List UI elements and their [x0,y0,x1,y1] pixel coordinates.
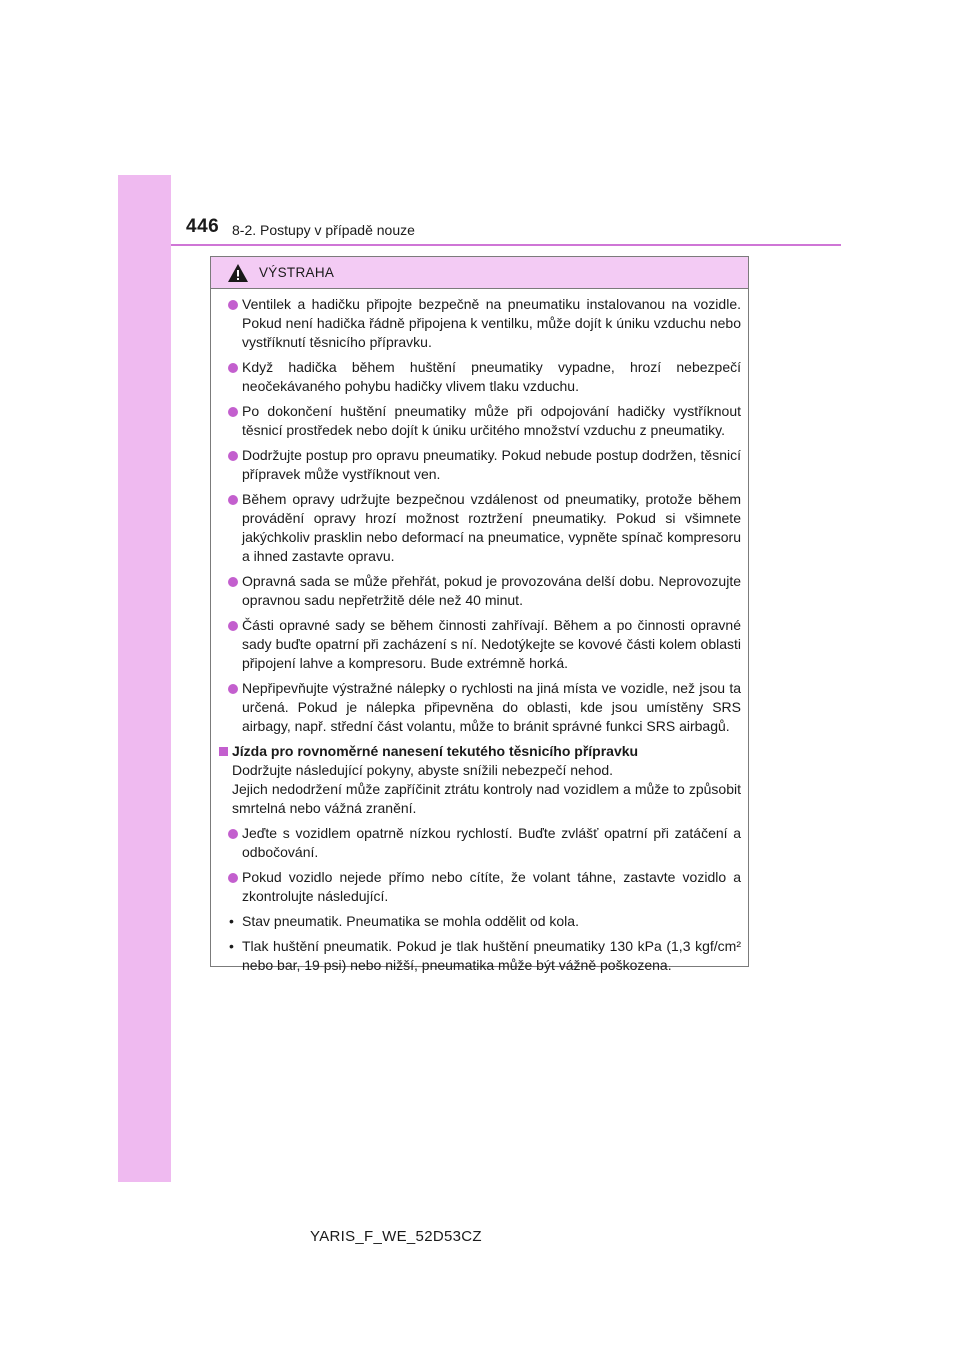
sub-heading: Jízda pro rovnoměrné nanesení tekutého těsnicího přípravku [219,742,741,761]
warning-bullet: Když hadička během huštění pneumatiky vypadne, hrozí nebezpečí neočekávaného pohybu hadičky vlivem tlaku vzduchu. [219,358,741,396]
dash-bullet-icon: • [229,938,234,954]
bullet-dot-icon [228,407,238,417]
paragraph: Dodržujte následující pokyny, abyste snížili nebezpečí nehod. [232,762,614,778]
warning-bullet: Opravná sada se může přehřát, pokud je provozována delší dobu. Neprovozujte opravnou sadu nepřetržitě déle než 40 minut. [219,572,741,610]
bullet-dot-icon [228,621,238,631]
square-bullet-icon [219,747,228,756]
warning-title: VÝSTRAHA [259,265,335,280]
dash-bullet-icon: • [229,913,234,929]
bullet-dot-icon [228,451,238,461]
section-title: 8-2. Postupy v případě nouze [232,222,415,238]
bullet-dot-icon [228,684,238,694]
bullet-dot-icon [228,829,238,839]
driving-bullet-list [219,824,741,975]
bullet-dot-icon [228,495,238,505]
chapter-side-bar [118,175,171,1182]
bullet-dot-icon [228,363,238,373]
warning-bullet: Ventilek a hadičku připojte bezpečně na pneumatiku instalovanou na vozidle. Pokud není hadička řádně připojena k ventilku, může dojít k úniku vzduchu nebo vystříknutí těsnicího přípravku. [219,295,741,352]
warning-bullet: Během opravy udržujte bezpečnou vzdálenost od pneumatiky, protože během provádění opravy hrozí možnost roztržení pneumatiky. Pokud si všimnete jakýchkoliv prasklin nebo deformací na pneumatice, vypněte spínač kompresoru a ihned zastavte opravu. [219,490,741,566]
check-item: • Tlak huštění pneumatik. Pokud je tlak huštění pneumatiky 130 kPa (1,3 kgf/cm² nebo bar, 19 psi) nebo nižší, pneumatika může být vážně poškozena. [229,938,741,973]
check-item: • Stav pneumatik. Pneumatika se mohla oddělit od kola. [229,913,579,929]
warning-bullet: Části opravné sady se během činnosti zahřívají. Během a po činnosti opravné sady buďte opatrní při zacházení s ní. Nedotýkejte se kovové části kolem oblasti připojení lahve a kompresoru. Bude extrémně horká. [219,616,741,673]
warning-header [211,257,748,289]
warning-bullet: Nepřipevňujte výstražné nálepky o rychlosti na jiná místa ve vozidle, než jsou ta určená. Pokud je nálepka připevněna do oblasti, kde jsou umístěny SRS airbagy, např. střední část volantu, může to bránit správné funkci SRS airbagů. [219,679,741,736]
bullet-dot-icon [228,577,238,587]
warning-bullet: Dodržujte postup pro opravu pneumatiky. Pokud nebude postup dodržen, těsnicí přípravek může vystříknout ven. [219,446,741,484]
paragraph: Jejich nedodržení může zapříčinit ztrátu kontroly nad vozidlem a může to způsobit smrtelná nebo vážná zranění. [232,781,741,816]
driving-bullet: Pokud vozidlo nejede přímo nebo cítíte, že volant táhne, zastavte vozidlo a zkontrolujte následující. • Stav pneumatik. Pneumatika se mohla oddělit od kola. • Tlak huštění pneumatik. Pokud je tlak huštění pneumatiky 130 kPa (1,3 kgf/cm² nebo bar, 19 psi) nebo nižší, pneumatika může být vážně poškozena. [219,868,741,975]
driving-bullet: Jeďte s vozidlem opatrně nízkou rychlostí. Buďte zvlášť opatrní při zatáčení a odbočování. [219,824,741,862]
check-list [219,912,741,975]
footer-code: YARIS_F_WE_52D53CZ [310,1228,482,1245]
bullet-dot-icon [228,873,238,883]
bullet-dot-icon [228,300,238,310]
warning-bullet-list [219,295,741,736]
warning-box [210,256,749,973]
page-number: 446 [186,216,220,237]
header-rule [171,244,841,246]
warning-content [211,289,748,975]
warning-triangle-icon [227,263,249,283]
warning-bullet: Po dokončení huštění pneumatiky může při odpojování hadičky vystříknout těsnicí prostředek nebo dojít k úniku určitého množství vzduchu z pneumatiky. [219,402,741,440]
